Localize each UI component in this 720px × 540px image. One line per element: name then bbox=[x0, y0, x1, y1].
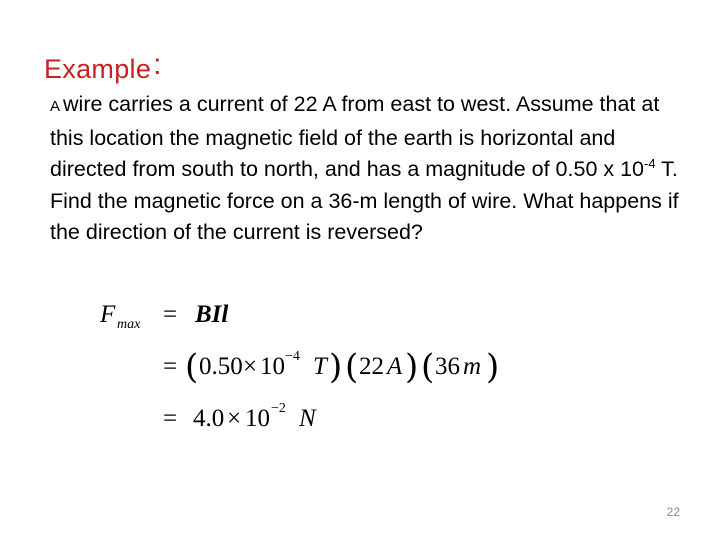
factor2-value: 22 bbox=[359, 353, 384, 380]
heading-text: Example bbox=[44, 54, 152, 84]
equations-svg bbox=[95, 290, 575, 440]
result-times: × bbox=[227, 405, 242, 432]
equation-line-2 bbox=[163, 347, 499, 387]
paren-close-3: ) bbox=[486, 347, 500, 387]
lhs-subscript: max bbox=[117, 317, 141, 332]
factor3-value: 36 bbox=[435, 353, 460, 380]
paren-close-1: ) bbox=[329, 347, 343, 387]
result-exponent: −2 bbox=[271, 401, 286, 416]
paren-open-3: ( bbox=[421, 347, 435, 387]
factor1-mantissa: 0.50 bbox=[199, 353, 243, 380]
result-unit: N bbox=[299, 405, 316, 432]
solution-equations bbox=[95, 290, 575, 440]
factor1-unit: T bbox=[313, 353, 327, 380]
factor1-base: 10 bbox=[260, 353, 285, 380]
paren-open-1: ( bbox=[185, 347, 199, 387]
equation-line-3 bbox=[163, 401, 317, 432]
line1-equals: = bbox=[163, 301, 178, 328]
page-number: 22 bbox=[666, 505, 680, 519]
problem-statement bbox=[50, 89, 690, 249]
factor3-unit: m bbox=[463, 353, 482, 380]
factor2-unit: A bbox=[387, 353, 403, 380]
problem-text-part2: T. Find the magnetic force on a 36-m length of wire. What happens if the direction of the current is reversed? bbox=[50, 157, 679, 244]
factor1-times: × bbox=[243, 353, 258, 380]
equation-line-1 bbox=[99, 301, 228, 332]
result-mantissa: 4.0 bbox=[193, 405, 225, 432]
rhs-formula: BIl bbox=[195, 301, 229, 328]
lhs-force: F bbox=[100, 301, 116, 328]
problem-text-part1: wire carries a current of 22 A from east to west. Assume that at this location the magnetic field of the earth is horizontal and directed from south to north, and has a magnitude of 0.50 x 10 bbox=[50, 92, 660, 181]
problem-lead-letter: A bbox=[50, 98, 61, 115]
problem-exponent: -4 bbox=[644, 156, 656, 171]
line2-equals: = bbox=[163, 353, 178, 380]
heading-colon: : bbox=[153, 48, 162, 81]
factor1-exponent: −4 bbox=[285, 349, 300, 364]
line3-equals: = bbox=[163, 405, 178, 432]
result-base: 10 bbox=[245, 405, 270, 432]
paren-close-2: ) bbox=[405, 347, 419, 387]
slide-heading bbox=[44, 48, 162, 86]
paren-open-2: ( bbox=[345, 347, 359, 387]
